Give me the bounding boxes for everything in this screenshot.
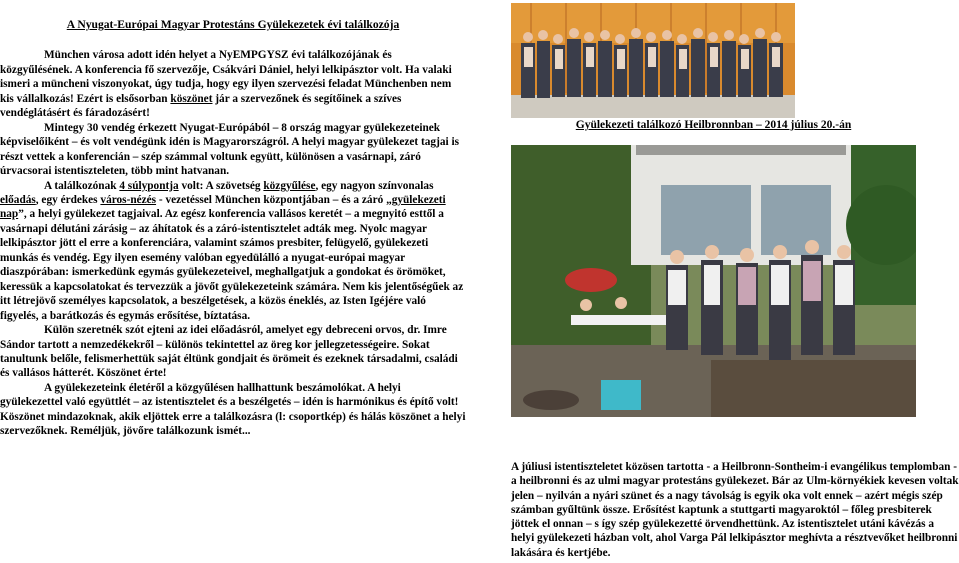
p3-d: , egy érdekes [35, 193, 101, 206]
p3-lecture: előadás [0, 193, 36, 206]
article-title: A Nyugat-Európai Magyar Protestáns Gyülekezetek évi találkozója [66, 18, 400, 31]
paragraph-1-text: München városa adott idén helyet a NyEMPGYSZ évi találkozójának és közgyűlésének. A konferencia fő szervezője, Csákvári Dániel, helyi lelkipásztor volt. Ha valaki ismeri a müncheni viszonyokat, úgy tudja, hogy egy ilyen szervezési feladat Münchenben nem kis vállalkozás! Ezért is elsősorban [0, 49, 452, 105]
article-column [0, 18, 466, 439]
paragraph-3 [0, 179, 466, 324]
paragraph-4: Külön szeretnék szót ejteni az idei előadásról, amelyet egy debreceni orvos, dr. Imre Sándor tartott a nemzedékekről – különös tekintettel az öreg kor jellegzetességeire. Sokat tanultunk belőle, felismerhettük saját éltünk gondjait és örömeit és ezeknek társadalmi, családi és vallásos hátterét. Köszönet érte! [0, 324, 458, 380]
p3-congregation-day: „gyülekezeti nap [0, 193, 446, 221]
p3-city-tour: város-nézés [100, 193, 157, 206]
p3-general-assembly: közgyűlése [263, 179, 316, 192]
heilbronn-report-text: A júliusi istentiszteletet közösen tartotta - a Heilbronn-Sontheim-i evangélikus templomban - a heilbronni és az ulmi magyar protestáns gyülekezet. Bár az Ulm-környékiek kevesen voltak jelen – nyilván a nyári szünet és a nagy távolság is egyik oka volt ennek – azért mégis szép számban gyűltünk össze. Erősítést kaptunk a stuttgarti magyaroktól – főleg presbiterek jöttek el onnan – s így szép gyülekezetté örvendhettünk. Az istentisztelet utáni kávézás a helyi gyülekezeti házban volt, ahol Varga Pál lelkipásztor meghívta a résztvevőket heilbronni lakására és kertjébe. [511, 461, 959, 559]
photo-caption: Gyülekezeti találkozó Heilbronnban – 2014 július 20.-án [575, 119, 852, 131]
paragraph-1 [0, 48, 466, 120]
thanks-underlined: köszönet [170, 92, 213, 105]
paragraph-5: A gyülekezeteink életéről a közgyűlésen hallhattunk beszámolókat. A helyi gyülekezettel való együttlét – az istentisztelet és a beszélgetés – idén is harmónikus és építő volt! Köszönet mindazoknak, akik eljöttek erre a találkozásra (l: csoportkép) és hálás köszönet a helyi szervezőknek. Reméljük, jövőre találkozunk ismét... [0, 381, 466, 438]
p3-c: , egy nagyon színvonalas [315, 179, 434, 192]
garden-photo [511, 145, 916, 417]
heilbronn-report [511, 460, 959, 560]
paragraph-2: Mintegy 30 vendég érkezett Nyugat-Európából – 8 ország magyar gyülekezeteinek képviselőiként – és volt vendégünk idén is Magyarországról. A helyi magyar gyülekezet tagjai is részt vettek a konferencián – szép számmal voltunk együtt, különösen a vasárnapi, záró úrvacsorai istentiszteleten, több mint hatvanan. [0, 121, 459, 178]
p3-a: A találkozónak [44, 179, 120, 192]
p3-focus-points: 4 súlypontja [119, 179, 179, 192]
p3-f: ”, a helyi gyülekezet tagjaival. Az egész konferencia vallásos keretét – a megnyitó esttől a vasárnapi délutáni zárásig – az áhítatok és a záró-istentisztelet adták meg. Nyolc magyar lelkipásztor jött el erre a konferenciára, valamint számos presbiter, felügyelő, gyülekezeti munkás és vendég. Egy ilyen esemény valóban egyedülálló a nyugat-európai magyar diaszpórában: ismerkedünk egymás gyülekezeteivel, meghallgatjuk a gondokat és örömöket, keressük a kapcsolatokat és tervezzük a jövőt gyülekezeteink számára. Nem kis jelentőségűek az itt létrejövő személyes kapcsolatok, a beszélgetések, a közös éneklés, az Isten Igéjére való figyelés, a barátkozás és egymás erősítése, bíztatása. [0, 208, 464, 322]
p3-b: volt: A szövetség [178, 179, 264, 192]
group-photo [511, 3, 795, 118]
paragraph-1-end: jár a szervezőnek és segítőinek a szíves vendéglátásért és fáradozásért! [0, 92, 402, 120]
p3-e: - vezetéssel München központjában – és a záró [156, 193, 387, 206]
